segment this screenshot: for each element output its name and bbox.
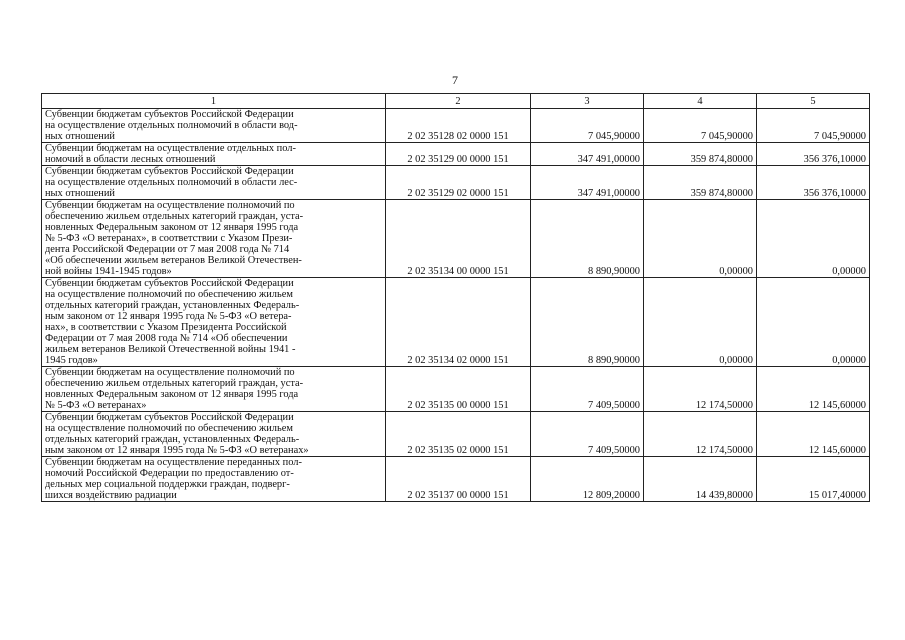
- row-name: Субвенции бюджетам субъектов Российской Федерации на осуществление отдельных полномочий в области вод- ных отношений: [42, 109, 386, 143]
- budget-table: [41, 93, 870, 502]
- column-header: 1: [42, 94, 386, 109]
- row-code: 2 02 35135 02 0000 151: [386, 412, 531, 457]
- row-value-col3: 7 045,90000: [531, 109, 644, 143]
- row-value-col3: 12 809,20000: [531, 457, 644, 502]
- row-value-col4: 0,00000: [644, 200, 757, 278]
- column-header: 5: [757, 94, 870, 109]
- row-code: 2 02 35137 00 0000 151: [386, 457, 531, 502]
- row-value-col5: 15 017,40000: [757, 457, 870, 502]
- row-code: 2 02 35135 00 0000 151: [386, 367, 531, 412]
- row-value-col3: 8 890,90000: [531, 200, 644, 278]
- row-code: 2 02 35129 02 0000 151: [386, 166, 531, 200]
- table-row: [42, 143, 870, 166]
- table-row: [42, 109, 870, 143]
- row-value-col5: 356 376,10000: [757, 166, 870, 200]
- row-name: Субвенции бюджетам на осуществление полномочий по обеспечению жильем отдельных категорий граждан, уста- новленных Федеральным законом от 12 января 1995 года № 5-ФЗ «О ветеранах»: [42, 367, 386, 412]
- row-value-col5: 0,00000: [757, 278, 870, 367]
- row-name: Субвенции бюджетам субъектов Российской Федерации на осуществление отдельных полномочий в области лес- ных отношений: [42, 166, 386, 200]
- row-code: 2 02 35129 00 0000 151: [386, 143, 531, 166]
- table-row: [42, 166, 870, 200]
- row-value-col4: 12 174,50000: [644, 367, 757, 412]
- row-value-col5: 12 145,60000: [757, 412, 870, 457]
- row-value-col3: 347 491,00000: [531, 143, 644, 166]
- row-name: Субвенции бюджетам субъектов Российской Федерации на осуществление полномочий по обеспечению жильем отдельных категорий граждан, установленных Федераль- ным законом от 12 января 1995 года № 5-ФЗ «О ветеранах»: [42, 412, 386, 457]
- table-row: [42, 457, 870, 502]
- row-value-col5: 12 145,60000: [757, 367, 870, 412]
- row-code: 2 02 35134 02 0000 151: [386, 278, 531, 367]
- row-value-col4: 7 045,90000: [644, 109, 757, 143]
- row-value-col4: 0,00000: [644, 278, 757, 367]
- row-value-col3: 8 890,90000: [531, 278, 644, 367]
- column-header: 2: [386, 94, 531, 109]
- table-row: [42, 412, 870, 457]
- row-value-col5: 0,00000: [757, 200, 870, 278]
- row-value-col3: 7 409,50000: [531, 412, 644, 457]
- column-header: 4: [644, 94, 757, 109]
- row-value-col4: 359 874,80000: [644, 166, 757, 200]
- table-row: [42, 278, 870, 367]
- row-value-col4: 14 439,80000: [644, 457, 757, 502]
- page-number: 7: [452, 73, 458, 87]
- row-value-col3: 347 491,00000: [531, 166, 644, 200]
- row-name: Субвенции бюджетам на осуществление полномочий по обеспечению жильем отдельных категорий граждан, уста- новленных Федеральным законом от 12 января 1995 года № 5-ФЗ «О ветеранах», в соответствии с Указом Прези- дента Российской Федерации от 7 мая 2008 года № 714 «Об обеспечении жильем ветеранов Великой Отечествен- ной войны 1941-1945 годов»: [42, 200, 386, 278]
- row-value-col5: 356 376,10000: [757, 143, 870, 166]
- table-row: [42, 367, 870, 412]
- row-value-col4: 359 874,80000: [644, 143, 757, 166]
- row-code: 2 02 35134 00 0000 151: [386, 200, 531, 278]
- table-header-row: [42, 94, 870, 109]
- row-name: Субвенции бюджетам на осуществление отдельных пол- номочий в области лесных отношений: [42, 143, 386, 166]
- table-row: [42, 200, 870, 278]
- row-name: Субвенции бюджетам субъектов Российской Федерации на осуществление полномочий по обеспечению жильем отдельных категорий граждан, установленных Федераль- ным законом от 12 января 1995 года № 5-ФЗ «О ветера- нах», в соответствии с Указом Президента Российской Федерации от 7 мая 2008 года № 714 «Об обеспечении жильем ветеранов Великой Отечественной войны 1941 - 1945 годов»: [42, 278, 386, 367]
- row-name: Субвенции бюджетам на осуществление переданных пол- номочий Российской Федерации по предоставлению от- дельных мер социальной поддержки граждан, подверг- шихся воздействию радиации: [42, 457, 386, 502]
- row-value-col3: 7 409,50000: [531, 367, 644, 412]
- row-value-col5: 7 045,90000: [757, 109, 870, 143]
- row-code: 2 02 35128 02 0000 151: [386, 109, 531, 143]
- row-value-col4: 12 174,50000: [644, 412, 757, 457]
- column-header: 3: [531, 94, 644, 109]
